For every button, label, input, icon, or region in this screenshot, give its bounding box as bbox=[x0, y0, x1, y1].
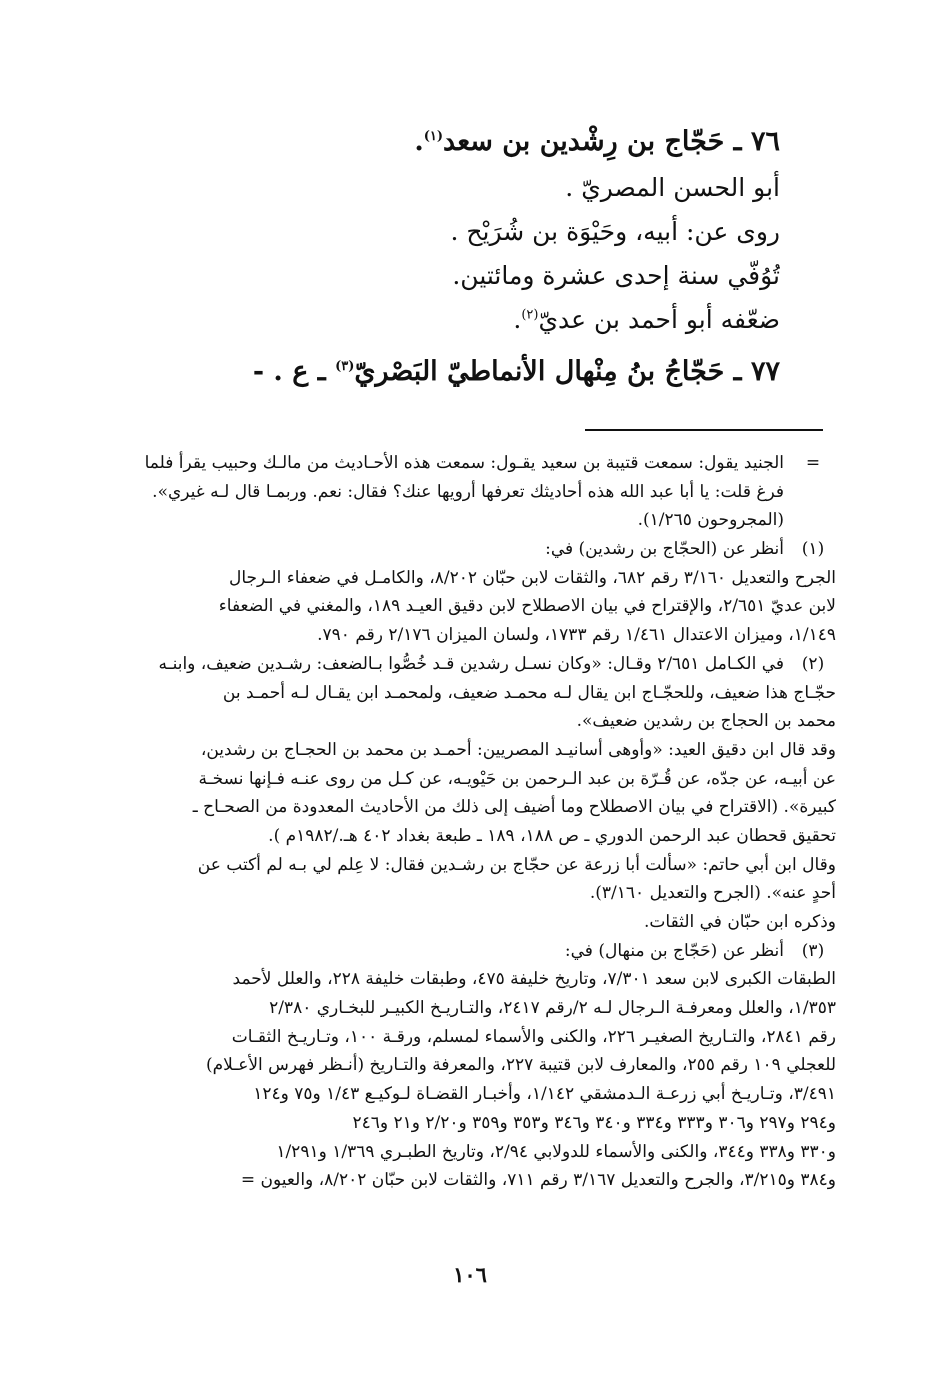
footnote-line: الجرح والتعديل ٣/١٦٠ رقم ٦٨٢، والثقات لابن حبّان ٨/٢٠٢، والكامـل في ضعفاء الـرجال bbox=[229, 567, 836, 588]
footnote-line: كبيرة». (الاقتراح في بيان الاصطلاح وما أضيف إلى ذلك من الأحاديث المعدودة من الصحـاح ـ bbox=[192, 797, 836, 818]
entry-76-death: تُوُفّي سنة إحدى عشرة ومائتين. bbox=[452, 261, 780, 290]
main-text bbox=[140, 118, 780, 396]
footnote-ref-3[interactable]: (٣) bbox=[335, 359, 355, 374]
footnote-mark: = bbox=[805, 453, 821, 473]
footnote-line: الطبقات الكبرى لابن سعد ٧/٣٠١، وتاريخ خليفة ٤٧٥، وطبقات خليفة ٢٢٨، والعلل لأحمد bbox=[232, 969, 836, 990]
footnote-line: للعجلي ١٠٩ رقم ٢٥٥، والمعارف لابن قتيبة ٢٢٧، والمعرفة والتـاريخ (أنـظر فهرس الأعـلام) bbox=[205, 1055, 836, 1076]
footnote-mark: (٣) bbox=[801, 940, 825, 961]
footnote-line: و٣٣٠ و٣٣٨ و٣٤٤، والكنى والأسماء للدولابي ٢/٩٤، وتاريخ الطبـري ١/٣٦٩ و١/٢٩١ bbox=[276, 1141, 836, 1162]
footnote-line: أنظر عن (الحجّاج بن رشدين) في: bbox=[545, 539, 784, 560]
footnote-line: تحقيق قحطان عبد الرحمن الدوري ـ ص ١٨٨، ١٨٩ ـ طبعة بغداد ٤٠٢ هـ./١٩٨٢م ). bbox=[268, 825, 836, 846]
footnote-line: ٣/٤٩١، وتـاريـخ أبي زرعـة الـدمشقي ١/١٤٢، وأخبـار القضـاة لـوكيـع ١/٤٣ و٧٥ و١٢٤ bbox=[253, 1084, 836, 1105]
footnote-line: فرغ قلت: يا أبا عبد الله هذه أحاديثك تعرفها أرويها عنك؟ فقال: نعم. وربمـا قال لـه غيري». bbox=[152, 481, 784, 502]
footnote-line: ١/٣٥٣، والعلل ومعرفـة الـرجال لـه ٢/رقم ٢٤١٧، والتـاريـخ الكبيـر للبخـاري ٢/٣٨٠ bbox=[269, 998, 836, 1019]
footnote-line: و٢٩٤ و٢٩٧ و٣٠٦ و٣٣٣ و٣٣٤ و٣٤٠ و٣٤٦ و٣٥٣ و٣٥٩ و٢/٢٠ و٢١ و٢٤٦ bbox=[352, 1112, 836, 1133]
footnote-3 bbox=[108, 937, 836, 1195]
footnote-line: لابن عديّ ٢/٦٥١، والإقتراح في بيان الاصطلاح لابن دقيق العيـد ١٨٩، والمغني في الضعفاء bbox=[218, 596, 836, 617]
footnote-line: محمد بن الحجاج بن رشدين ضعيف». bbox=[576, 711, 836, 732]
footnote-line: ١/١٤٩، وميزان الاعتدال ١/٤٦١ رقم ١٧٣٣، ولسان الميزان ٢/١٧٦ رقم ٧٩٠. bbox=[317, 625, 836, 646]
entry-77-title: ٧٧ ـ حَجّاجُ بنُ مِنْهال الأنماطيّ البَصْريّ$^{(٣)}$ ـ ع . - bbox=[252, 356, 780, 387]
footnote-line: في الكـامل ٢/٦٥١ وقـال: «وكان نسـل رشدين قـد خُصُّوا بـالضعف: رشـدين ضعيف، وابنـه bbox=[158, 653, 784, 674]
footnote-2 bbox=[108, 650, 836, 937]
footnote-line: أنظر عن (حَجّاج بن منهال) في: bbox=[564, 940, 784, 961]
footnote-line: وقد قال ابن دقيق العيد: «وأوهى أسانيـد المصريين: أحمـد بن محمد بن الحجـاج بن رشدين، bbox=[200, 739, 836, 760]
footnote-line: الجنيد يقول: سمعت قتيبة بن سعيد يقـول: سمعت هذه الأحـاديث من مالـك وحبيب يقرأ فلما bbox=[144, 453, 784, 473]
footnote-line: (المجروحون ١/٢٦٥). bbox=[637, 510, 784, 531]
footnote-line: رقم ٢٨٤١، والتـاريخ الصغيـر ٢٢٦، والكنى والأسماء لمسلم، ورقـة ١٠٠، وتـاريـخ الثقـات bbox=[231, 1026, 836, 1047]
footnote-mark: (٢) bbox=[801, 653, 825, 674]
entry-76-kunya: أبو الحسن المصريّ . bbox=[565, 173, 780, 202]
footnote-line: حجّـاج هذا ضعيف، وللحجّـاج ابن يقال لـه محمـد ضعيف، ولمحمـد ابن يقـال لـه أحمـد بن bbox=[222, 682, 836, 703]
footnote-continued bbox=[108, 449, 836, 535]
footnote-ref-2[interactable]: (٢) bbox=[521, 307, 539, 323]
entry-76-weakened-by: ضعّفه أبو أحمد بن عديّ$^{(٢)}$. bbox=[513, 305, 780, 334]
footnote-line: و٣٨٤ و٣/٢١٥، والجرح والتعديل ٣/١٦٧ رقم ٧١١، والثقات لابن حبّان ٨/٢٠٢، والعيون = bbox=[240, 1170, 836, 1191]
footnote-mark: (١) bbox=[801, 539, 825, 560]
footnote-1 bbox=[108, 535, 836, 650]
footnote-line: أحدٍ عنه». (الجرح والتعديل ٣/١٦٠). bbox=[589, 883, 836, 904]
footnote-ref-1[interactable]: (١) bbox=[423, 129, 444, 144]
footnote-line: عن أبيـه، عن جدّه، عن قُـرّة بن عبد الـرحمن بن حَيْويـه، عن كـل من روى عنـه فـإنها نسخـة bbox=[198, 768, 836, 789]
footnote-line: وذكره ابن حبّان في الثقات. bbox=[644, 912, 836, 932]
page-number: ١٠٦ bbox=[453, 1262, 487, 1287]
entry-76-title: ٧٦ ـ حَجّاج بن رِشْدين بن سعد$^{(١)}$. bbox=[414, 126, 780, 157]
footnotes bbox=[108, 449, 836, 1195]
entry-76-narrated-from: روى عن: أبيه، وحَيْوَة بن شُرَيْح . bbox=[450, 217, 780, 246]
footnote-separator bbox=[585, 429, 823, 431]
footnote-line: وقال ابن أبي حاتم: «سألت أبا زرعة عن حجّاج بن رشـدين فقال: لا عِلم لي بـه لم أكتب عن bbox=[197, 854, 836, 875]
